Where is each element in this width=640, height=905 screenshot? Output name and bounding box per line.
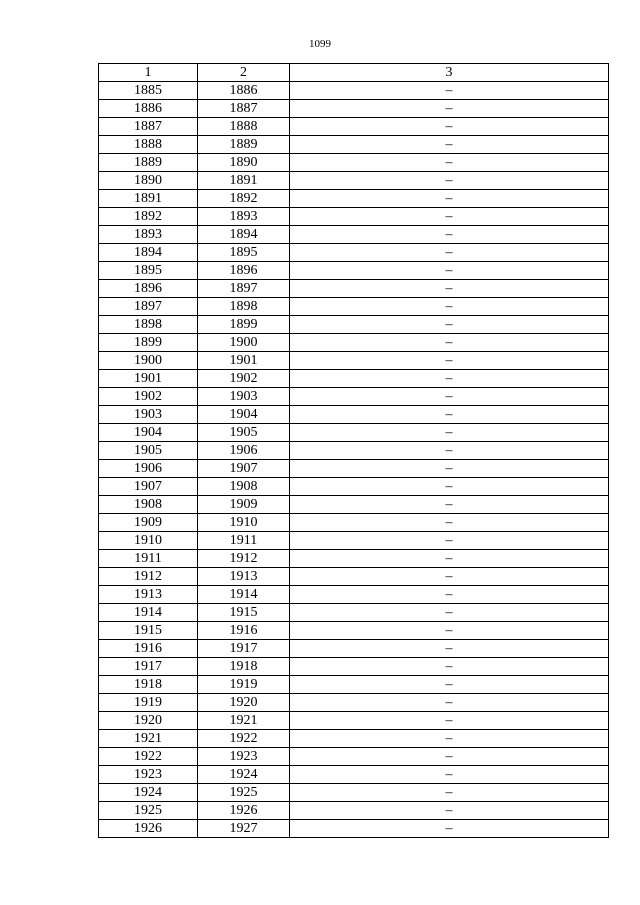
table-cell-col-2: 1906 (198, 442, 290, 460)
table-cell-col-1: 1920 (99, 712, 198, 730)
table-cell-col-1: 1895 (99, 262, 198, 280)
table-cell-col-1: 1898 (99, 316, 198, 334)
table-cell-col-3: – (290, 100, 609, 118)
table-cell-col-1: 1893 (99, 226, 198, 244)
table-row (99, 676, 609, 694)
table-cell-col-3: – (290, 172, 609, 190)
table-cell-col-1: 1891 (99, 190, 198, 208)
table-row (99, 226, 609, 244)
table-cell-col-3: – (290, 352, 609, 370)
table-cell-col-1: 1915 (99, 622, 198, 640)
table-row (99, 820, 609, 838)
table-cell-col-1: 1894 (99, 244, 198, 262)
table-row (99, 136, 609, 154)
table-cell-col-2: 1909 (198, 496, 290, 514)
table-cell-col-3: – (290, 424, 609, 442)
table-cell-col-3: – (290, 136, 609, 154)
table-cell-col-2: 1888 (198, 118, 290, 136)
table-cell-col-1: 1889 (99, 154, 198, 172)
table-row (99, 766, 609, 784)
table-row (99, 154, 609, 172)
table-row (99, 730, 609, 748)
table-row (99, 640, 609, 658)
table-row (99, 334, 609, 352)
table-row (99, 298, 609, 316)
table-cell-col-2: 1916 (198, 622, 290, 640)
table-cell-col-2: 1898 (198, 298, 290, 316)
table-cell-col-3: – (290, 586, 609, 604)
data-table (98, 63, 609, 838)
table-cell-col-2: 1900 (198, 334, 290, 352)
table-row (99, 442, 609, 460)
table-cell-col-3: – (290, 190, 609, 208)
table-cell-col-2: 1901 (198, 352, 290, 370)
table-cell-col-2: 1913 (198, 568, 290, 586)
table-cell-col-1: 1917 (99, 658, 198, 676)
table-cell-col-1: 1924 (99, 784, 198, 802)
table-cell-col-3: – (290, 640, 609, 658)
table-row (99, 190, 609, 208)
table-cell-col-1: 1888 (99, 136, 198, 154)
table-cell-col-1: 1918 (99, 676, 198, 694)
table-cell-col-3: – (290, 442, 609, 460)
table-row (99, 370, 609, 388)
column-header-3: 3 (290, 64, 609, 82)
table-cell-col-2: 1918 (198, 658, 290, 676)
table-row (99, 712, 609, 730)
table-cell-col-3: – (290, 622, 609, 640)
table-cell-col-2: 1925 (198, 784, 290, 802)
table-cell-col-2: 1908 (198, 478, 290, 496)
table-cell-col-2: 1903 (198, 388, 290, 406)
table-cell-col-3: – (290, 712, 609, 730)
column-header-1: 1 (99, 64, 198, 82)
table-cell-col-2: 1887 (198, 100, 290, 118)
table-row (99, 352, 609, 370)
table-cell-col-3: – (290, 316, 609, 334)
table-cell-col-2: 1922 (198, 730, 290, 748)
table-cell-col-1: 1907 (99, 478, 198, 496)
table-cell-col-3: – (290, 676, 609, 694)
table-cell-col-1: 1911 (99, 550, 198, 568)
table-cell-col-2: 1921 (198, 712, 290, 730)
table-cell-col-1: 1903 (99, 406, 198, 424)
table-cell-col-2: 1917 (198, 640, 290, 658)
table-cell-col-2: 1927 (198, 820, 290, 838)
table-cell-col-3: – (290, 730, 609, 748)
table-cell-col-3: – (290, 370, 609, 388)
table-cell-col-1: 1904 (99, 424, 198, 442)
table-row (99, 460, 609, 478)
table-row (99, 424, 609, 442)
table-row (99, 604, 609, 622)
table-cell-col-2: 1890 (198, 154, 290, 172)
table-row (99, 244, 609, 262)
table-body (99, 82, 609, 838)
table-row (99, 280, 609, 298)
table-row (99, 748, 609, 766)
table-cell-col-1: 1901 (99, 370, 198, 388)
table-cell-col-3: – (290, 334, 609, 352)
table-row (99, 316, 609, 334)
table-cell-col-1: 1897 (99, 298, 198, 316)
table-row (99, 118, 609, 136)
table-cell-col-2: 1910 (198, 514, 290, 532)
table-row (99, 262, 609, 280)
table-cell-col-1: 1896 (99, 280, 198, 298)
table-cell-col-1: 1923 (99, 766, 198, 784)
table-cell-col-3: – (290, 298, 609, 316)
table-cell-col-2: 1886 (198, 82, 290, 100)
table-cell-col-1: 1922 (99, 748, 198, 766)
table-cell-col-1: 1902 (99, 388, 198, 406)
table-cell-col-3: – (290, 280, 609, 298)
table-row (99, 514, 609, 532)
table-cell-col-2: 1920 (198, 694, 290, 712)
table-cell-col-1: 1906 (99, 460, 198, 478)
table-row (99, 478, 609, 496)
table-cell-col-2: 1919 (198, 676, 290, 694)
table-cell-col-3: – (290, 208, 609, 226)
table-cell-col-2: 1897 (198, 280, 290, 298)
table-cell-col-2: 1895 (198, 244, 290, 262)
table-cell-col-2: 1926 (198, 802, 290, 820)
table-cell-col-1: 1919 (99, 694, 198, 712)
table-cell-col-3: – (290, 748, 609, 766)
table-cell-col-2: 1904 (198, 406, 290, 424)
table-cell-col-2: 1899 (198, 316, 290, 334)
table-cell-col-3: – (290, 802, 609, 820)
table-cell-col-3: – (290, 262, 609, 280)
table-cell-col-1: 1909 (99, 514, 198, 532)
table-row (99, 622, 609, 640)
table-cell-col-3: – (290, 532, 609, 550)
table-cell-col-3: – (290, 82, 609, 100)
table-cell-col-3: – (290, 460, 609, 478)
table-cell-col-1: 1914 (99, 604, 198, 622)
table-cell-col-1: 1925 (99, 802, 198, 820)
table-cell-col-1: 1910 (99, 532, 198, 550)
table-cell-col-2: 1911 (198, 532, 290, 550)
table-cell-col-3: – (290, 154, 609, 172)
table-cell-col-2: 1902 (198, 370, 290, 388)
column-header-2: 2 (198, 64, 290, 82)
table-cell-col-3: – (290, 226, 609, 244)
table-cell-col-1: 1913 (99, 586, 198, 604)
table-cell-col-3: – (290, 244, 609, 262)
table-cell-col-3: – (290, 406, 609, 424)
table-cell-col-2: 1896 (198, 262, 290, 280)
table-cell-col-1: 1887 (99, 118, 198, 136)
table-cell-col-2: 1894 (198, 226, 290, 244)
table-row (99, 100, 609, 118)
table-cell-col-3: – (290, 118, 609, 136)
table-cell-col-1: 1916 (99, 640, 198, 658)
table-cell-col-1: 1899 (99, 334, 198, 352)
table-cell-col-3: – (290, 388, 609, 406)
table-row (99, 568, 609, 586)
table-cell-col-1: 1890 (99, 172, 198, 190)
table-row (99, 658, 609, 676)
table-cell-col-1: 1905 (99, 442, 198, 460)
table-cell-col-3: – (290, 820, 609, 838)
table-row (99, 586, 609, 604)
table-row (99, 388, 609, 406)
table-row (99, 496, 609, 514)
table-cell-col-2: 1893 (198, 208, 290, 226)
table-cell-col-3: – (290, 568, 609, 586)
table-cell-col-3: – (290, 478, 609, 496)
table-cell-col-3: – (290, 604, 609, 622)
table-row (99, 532, 609, 550)
table-cell-col-1: 1885 (99, 82, 198, 100)
page-number: 1099 (309, 38, 331, 50)
table-row (99, 784, 609, 802)
table-row (99, 802, 609, 820)
table-cell-col-1: 1921 (99, 730, 198, 748)
table-cell-col-2: 1915 (198, 604, 290, 622)
table-cell-col-2: 1923 (198, 748, 290, 766)
table-cell-col-3: – (290, 694, 609, 712)
table-cell-col-3: – (290, 550, 609, 568)
table-cell-col-2: 1924 (198, 766, 290, 784)
table-cell-col-3: – (290, 766, 609, 784)
table-cell-col-1: 1900 (99, 352, 198, 370)
table-cell-col-2: 1907 (198, 460, 290, 478)
table-cell-col-1: 1908 (99, 496, 198, 514)
header-row (99, 64, 609, 82)
table-row (99, 550, 609, 568)
table-cell-col-2: 1892 (198, 190, 290, 208)
table-cell-col-3: – (290, 496, 609, 514)
table-cell-col-2: 1891 (198, 172, 290, 190)
table-cell-col-1: 1926 (99, 820, 198, 838)
table-cell-col-1: 1892 (99, 208, 198, 226)
table-cell-col-2: 1905 (198, 424, 290, 442)
table-row (99, 406, 609, 424)
table-row (99, 82, 609, 100)
table-row (99, 172, 609, 190)
table-cell-col-3: – (290, 514, 609, 532)
table-cell-col-3: – (290, 784, 609, 802)
table-cell-col-1: 1912 (99, 568, 198, 586)
table-row (99, 208, 609, 226)
table-cell-col-2: 1914 (198, 586, 290, 604)
table-cell-col-2: 1912 (198, 550, 290, 568)
table-cell-col-1: 1886 (99, 100, 198, 118)
table-header (99, 64, 609, 82)
table-cell-col-2: 1889 (198, 136, 290, 154)
table-row (99, 694, 609, 712)
table-cell-col-3: – (290, 658, 609, 676)
